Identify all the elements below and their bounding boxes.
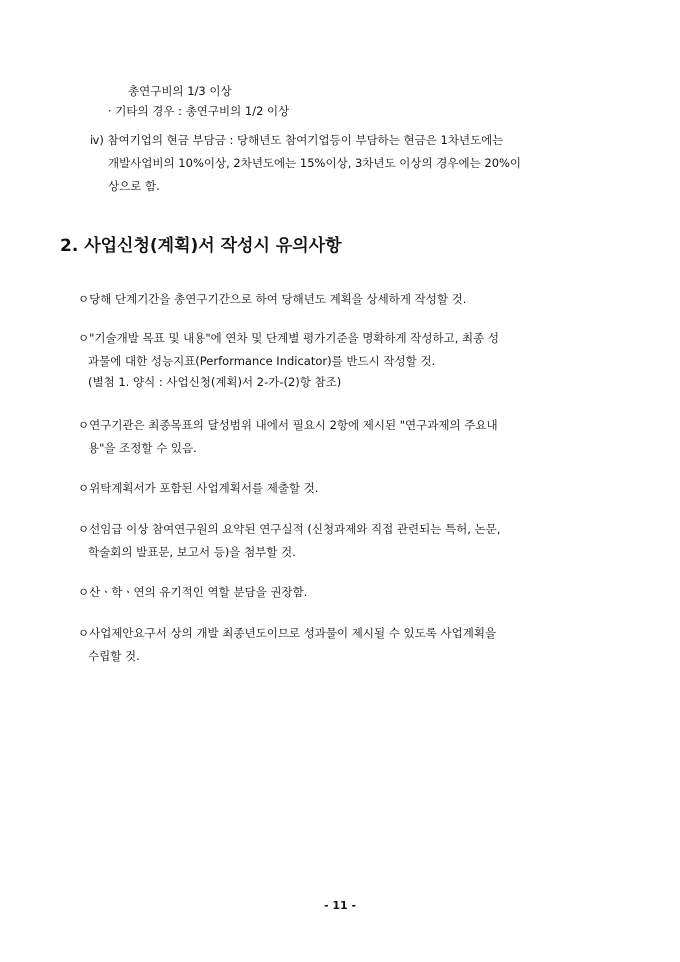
note-1-line-1: ㅇ당해 단계기간을 총연구기간으로 하여 당해년도 계획을 상세하게 작성할 것. xyxy=(78,292,467,306)
note-7-line-1: ㅇ사업제안요구서 상의 개발 최종년도이므로 성과물이 제시될 수 있도록 사업계획을 xyxy=(78,626,497,640)
budget-ratio-line: 총연구비의 1/3 이상 xyxy=(128,84,232,98)
page-number: - 11 - xyxy=(323,899,357,912)
note-2-line-1: ㅇ"기술개발 목표 및 내용"에 연차 및 단계별 평가기준을 명확하게 작성하고, 최종 성 xyxy=(78,331,500,345)
note-6-line-1: ㅇ산ㆍ학ㆍ연의 유기적인 역할 분담을 권장함. xyxy=(78,585,308,599)
note-3-line-2: 용"을 조정할 수 있음. xyxy=(88,441,197,455)
note-3-line-1: ㅇ연구기관은 최종목표의 달성범위 내에서 필요시 2항에 제시된 "연구과제의 주요내 xyxy=(78,418,498,432)
note-2-line-2: 과물에 대한 성능지표(Performance Indicator)를 반드시 작성할 것. xyxy=(88,354,436,368)
note-2-line-3: (별첨 1. 양식 : 사업신청(계획)서 2-가-(2)항 참조) xyxy=(88,375,342,389)
note-4-line-1: ㅇ위탁계획서가 포함된 사업계획서를 제출할 것. xyxy=(78,481,319,495)
note-7-line-2: 수립할 것. xyxy=(88,649,140,663)
cash-contribution-line-2: 개발사업비의 10%이상, 2차년도에는 15%이상, 3차년도 이상의 경우에는 20%이 xyxy=(108,156,522,170)
section-heading: 2. 사업신청(계획)서 작성시 유의사항 xyxy=(60,236,342,256)
cash-contribution-line-3: 상으로 함. xyxy=(108,179,160,193)
note-5-line-2: 학술회의 발표문, 보고서 등)을 첨부할 것. xyxy=(88,545,296,559)
other-case-line: · 기타의 경우 : 총연구비의 1/2 이상 xyxy=(108,104,290,118)
note-5-line-1: ㅇ선임급 이상 참여연구원의 요약된 연구실적 (신청과제와 직접 관련되는 특허, 논문, xyxy=(78,522,501,536)
cash-contribution-line-1: ⅳ) 참여기업의 현금 부담금 : 당해년도 참여기업등이 부담하는 현금은 1차년도에는 xyxy=(90,133,504,147)
